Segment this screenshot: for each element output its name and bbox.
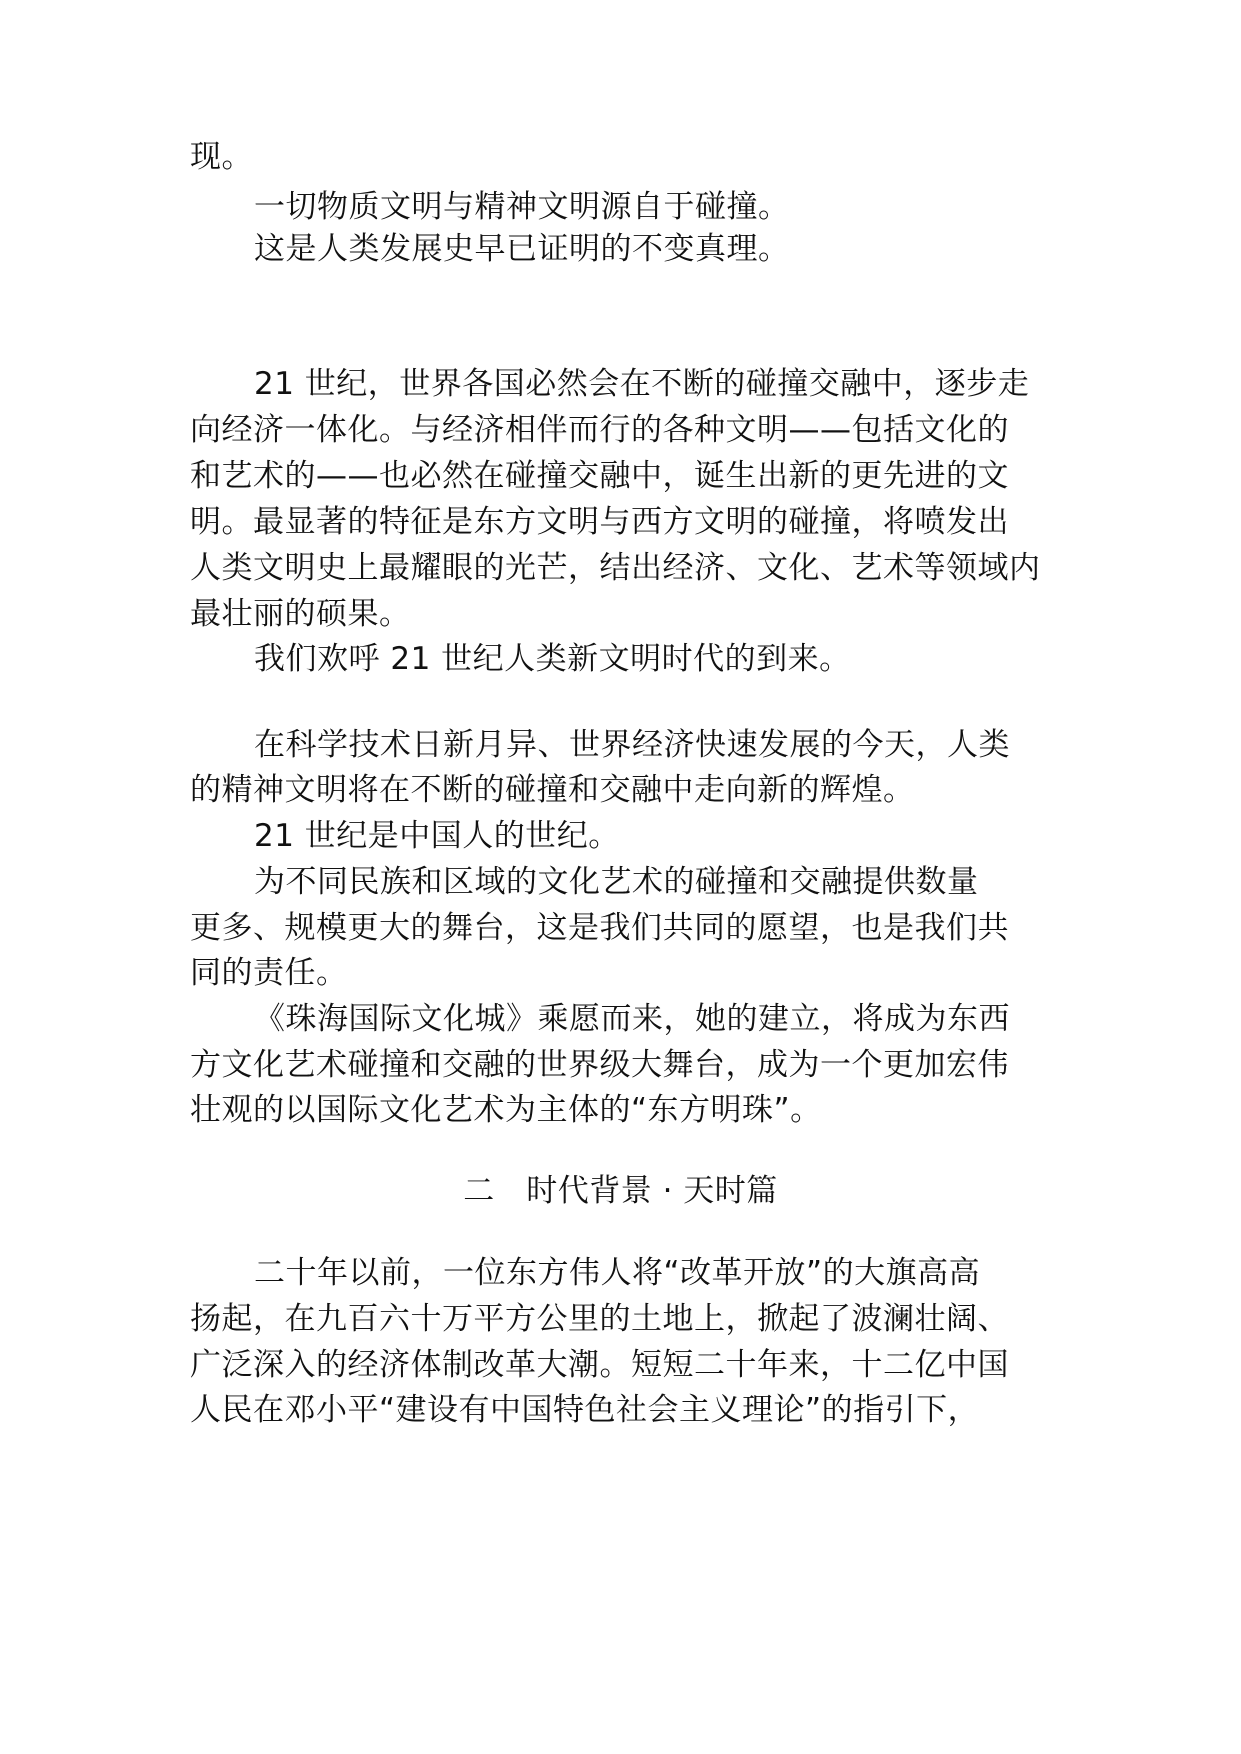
- text-line: 方文化艺术碰撞和交融的世界级大舞台，成为一个更加宏伟: [190, 1047, 1009, 1083]
- text-line: 和艺术的——也必然在碰撞交融中，诞生出新的更先进的文: [190, 458, 1009, 494]
- text-line: 最壮丽的硕果。: [190, 596, 411, 632]
- text-line: 人民在邓小平“建设有中国特色社会主义理论”的指引下，: [190, 1392, 980, 1428]
- text-line: 为不同民族和区域的文化艺术的碰撞和交融提供数量: [254, 864, 979, 900]
- text-line: 明。最显著的特征是东方文明与西方文明的碰撞，将喷发出: [190, 504, 1009, 540]
- text-line: 向经济一体化。与经济相伴而行的各种文明——包括文化的: [190, 412, 1009, 448]
- text-line: 一切物质文明与精神文明源自于碰撞。: [254, 189, 790, 225]
- text-line: 二十年以前，一位东方伟人将“改革开放”的大旗高高: [254, 1255, 981, 1291]
- text-line: 人类文明史上最耀眼的光芒，结出经济、文化、艺术等领域内: [190, 550, 1041, 586]
- text-line: 在科学技术日新月异、世界经济快速发展的今天，人类: [254, 727, 1010, 763]
- text-line: 21 世纪是中国人的世纪。: [254, 818, 620, 854]
- text-line: 的精神文明将在不断的碰撞和交融中走向新的辉煌。: [190, 772, 915, 808]
- text-line: 壮观的以国际文化艺术为主体的“东方明珠”。: [190, 1092, 822, 1128]
- text-line: 《珠海国际文化城》乘愿而来，她的建立，将成为东西: [254, 1001, 1010, 1037]
- text-line: 21 世纪，世界各国必然会在不断的碰撞交融中，逐步走: [254, 366, 1030, 402]
- text-line: 广泛深入的经济体制改革大潮。短短二十年来，十二亿中国: [190, 1347, 1009, 1383]
- text-line: 更多、规模更大的舞台，这是我们共同的愿望，也是我们共: [190, 910, 1009, 946]
- text-line: 这是人类发展史早已证明的不变真理。: [254, 231, 790, 267]
- text-line: 我们欢呼 21 世纪人类新文明时代的到来。: [254, 641, 851, 677]
- section-heading: 二 时代背景 · 天时篇: [463, 1173, 778, 1209]
- text-line: 扬起，在九百六十万平方公里的土地上，掀起了波澜壮阔、: [190, 1301, 1009, 1337]
- text-line: 现。: [190, 139, 253, 175]
- text-line: 同的责任。: [190, 955, 348, 991]
